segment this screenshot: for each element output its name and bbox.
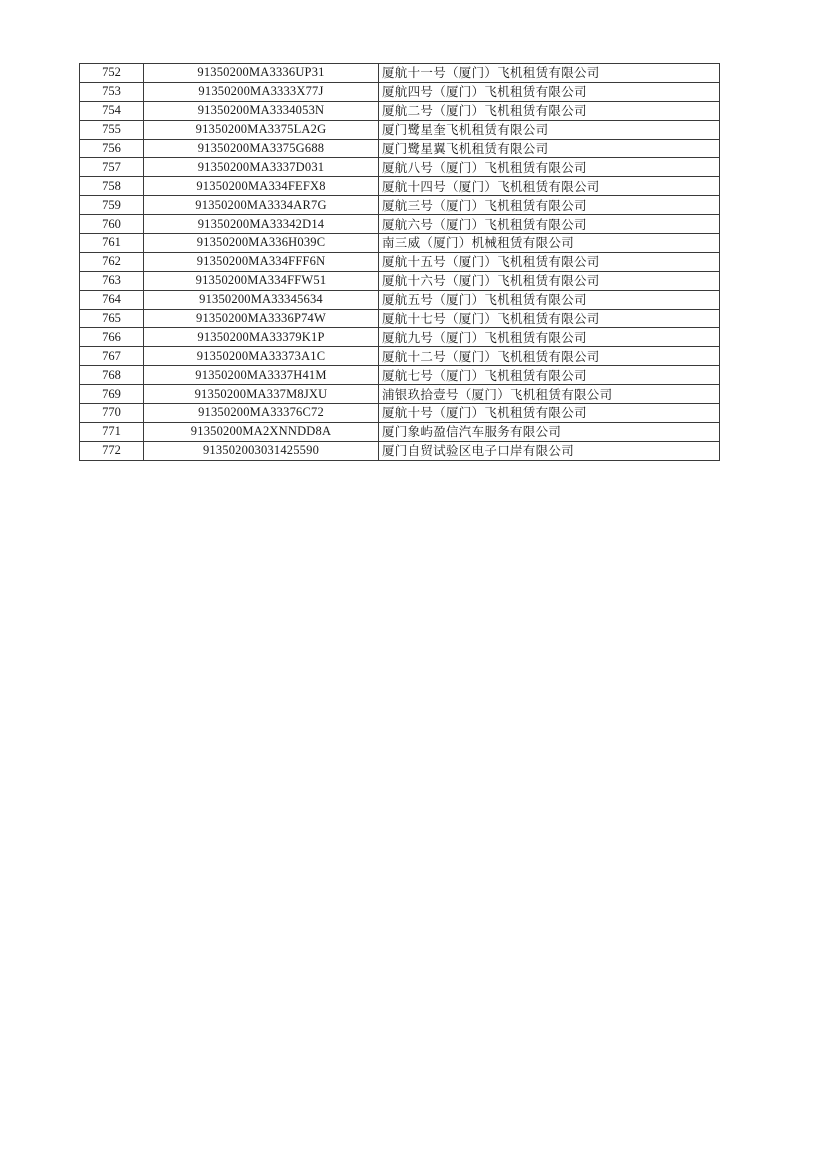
table-row: [80, 385, 720, 404]
credit-code-cell: 91350200MA334FFW51: [144, 271, 379, 290]
credit-code-cell: 91350200MA33376C72: [144, 404, 379, 423]
credit-code-cell: 913502003031425590: [144, 441, 379, 460]
credit-code-cell: 91350200MA3337D031: [144, 158, 379, 177]
company-name-cell: 厦航七号（厦门）飞机租赁有限公司: [379, 366, 720, 385]
table-row: [80, 234, 720, 253]
company-name-cell: 厦航六号（厦门）飞机租赁有限公司: [379, 215, 720, 234]
credit-code-cell: 91350200MA334FFF6N: [144, 252, 379, 271]
row-number-cell: 765: [80, 309, 144, 328]
credit-code-cell: 91350200MA3334AR7G: [144, 196, 379, 215]
table-row: [80, 215, 720, 234]
row-number-cell: 768: [80, 366, 144, 385]
credit-code-cell: 91350200MA3334053N: [144, 101, 379, 120]
company-name-cell: 浦银玖拾壹号（厦门）飞机租赁有限公司: [379, 385, 720, 404]
company-name-cell: 厦门鹭星奎飞机租赁有限公司: [379, 120, 720, 139]
row-number-cell: 767: [80, 347, 144, 366]
row-number-cell: 761: [80, 234, 144, 253]
company-name-cell: 厦航十五号（厦门）飞机租赁有限公司: [379, 252, 720, 271]
company-name-cell: 南三威（厦门）机械租赁有限公司: [379, 234, 720, 253]
company-name-cell: 厦航十一号（厦门）飞机租赁有限公司: [379, 64, 720, 83]
credit-code-cell: 91350200MA334FEFX8: [144, 177, 379, 196]
row-number-cell: 755: [80, 120, 144, 139]
row-number-cell: 762: [80, 252, 144, 271]
row-number-cell: 757: [80, 158, 144, 177]
company-name-cell: 厦航二号（厦门）飞机租赁有限公司: [379, 101, 720, 120]
credit-code-cell: 91350200MA33373A1C: [144, 347, 379, 366]
company-name-cell: 厦航十六号（厦门）飞机租赁有限公司: [379, 271, 720, 290]
row-number-cell: 764: [80, 290, 144, 309]
company-name-cell: 厦航十七号（厦门）飞机租赁有限公司: [379, 309, 720, 328]
table-row: [80, 64, 720, 83]
table-row: [80, 101, 720, 120]
row-number-cell: 763: [80, 271, 144, 290]
company-name-cell: 厦航九号（厦门）飞机租赁有限公司: [379, 328, 720, 347]
table-row: [80, 309, 720, 328]
row-number-cell: 756: [80, 139, 144, 158]
table-row: [80, 158, 720, 177]
credit-code-cell: 91350200MA3375G688: [144, 139, 379, 158]
credit-code-cell: 91350200MA3333X77J: [144, 82, 379, 101]
company-name-cell: 厦门鹭星翼飞机租赁有限公司: [379, 139, 720, 158]
row-number-cell: 754: [80, 101, 144, 120]
table-row: [80, 347, 720, 366]
company-name-cell: 厦航八号（厦门）飞机租赁有限公司: [379, 158, 720, 177]
row-number-cell: 769: [80, 385, 144, 404]
company-name-cell: 厦门自贸试验区电子口岸有限公司: [379, 441, 720, 460]
row-number-cell: 758: [80, 177, 144, 196]
company-name-cell: 厦航三号（厦门）飞机租赁有限公司: [379, 196, 720, 215]
table-row: [80, 271, 720, 290]
company-name-cell: 厦航十号（厦门）飞机租赁有限公司: [379, 404, 720, 423]
credit-code-cell: 91350200MA337M8JXU: [144, 385, 379, 404]
credit-code-cell: 91350200MA3337H41M: [144, 366, 379, 385]
company-name-cell: 厦航四号（厦门）飞机租赁有限公司: [379, 82, 720, 101]
table-row: [80, 139, 720, 158]
table-row: [80, 422, 720, 441]
company-name-cell: 厦航十二号（厦门）飞机租赁有限公司: [379, 347, 720, 366]
row-number-cell: 770: [80, 404, 144, 423]
table-row: [80, 177, 720, 196]
table-row: [80, 290, 720, 309]
credit-code-cell: 91350200MA2XNNDD8A: [144, 422, 379, 441]
table-row: [80, 82, 720, 101]
table-row: [80, 328, 720, 347]
row-number-cell: 771: [80, 422, 144, 441]
credit-code-cell: 91350200MA33342D14: [144, 215, 379, 234]
company-name-cell: 厦航十四号（厦门）飞机租赁有限公司: [379, 177, 720, 196]
table-row: [80, 366, 720, 385]
credit-code-cell: 91350200MA3375LA2G: [144, 120, 379, 139]
credit-code-cell: 91350200MA336H039C: [144, 234, 379, 253]
table-row: [80, 404, 720, 423]
table-body: [80, 64, 720, 461]
row-number-cell: 753: [80, 82, 144, 101]
row-number-cell: 772: [80, 441, 144, 460]
table-row: [80, 441, 720, 460]
row-number-cell: 752: [80, 64, 144, 83]
table-row: [80, 120, 720, 139]
row-number-cell: 760: [80, 215, 144, 234]
company-name-cell: 厦航五号（厦门）飞机租赁有限公司: [379, 290, 720, 309]
row-number-cell: 766: [80, 328, 144, 347]
credit-code-cell: 91350200MA33379K1P: [144, 328, 379, 347]
table-row: [80, 252, 720, 271]
credit-code-cell: 91350200MA3336P74W: [144, 309, 379, 328]
credit-code-cell: 91350200MA33345634: [144, 290, 379, 309]
row-number-cell: 759: [80, 196, 144, 215]
company-list-table: [79, 63, 720, 461]
credit-code-cell: 91350200MA3336UP31: [144, 64, 379, 83]
table-row: [80, 196, 720, 215]
company-name-cell: 厦门象屿盈信汽车服务有限公司: [379, 422, 720, 441]
